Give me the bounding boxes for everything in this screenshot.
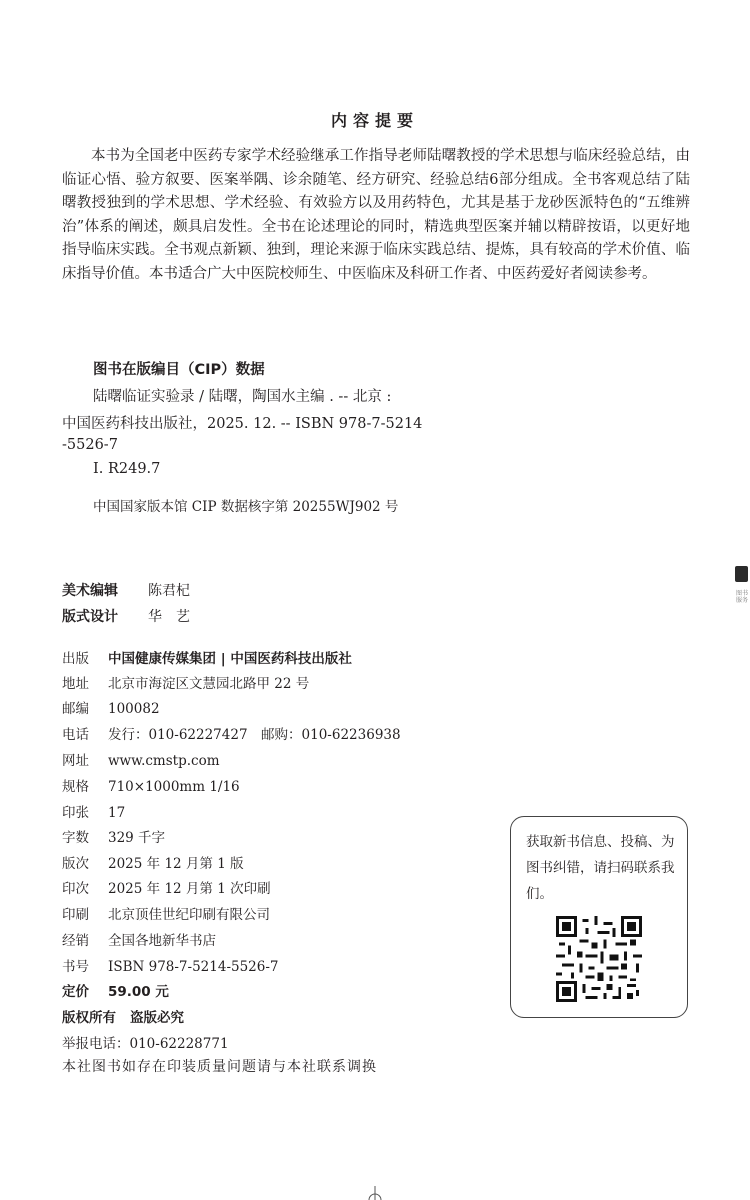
pub-value: 2025 年 12 月第 1 次印刷 — [108, 881, 271, 897]
pub-row-isbn — [62, 955, 279, 975]
credit-layout-design — [62, 606, 190, 626]
pub-row-price — [62, 980, 169, 1000]
pub-label: 经销 — [62, 933, 89, 949]
pub-label: 电话 — [62, 727, 89, 743]
qr-caption: 获取新书信息、投稿、为图书纠错，请扫码联系我们。 — [526, 834, 675, 902]
pub-row-printer — [62, 903, 270, 923]
pub-label: 印张 — [62, 805, 89, 821]
rights-value: 盗版必究 — [130, 1010, 184, 1026]
cip-line-1: 陆曙临证实验录 / 陆曙，陶国水主编 . -- 北京 : — [93, 389, 392, 405]
section-title: 内容提要 — [330, 111, 419, 130]
pub-value: 中国健康传媒集团 | 中国医药科技出版社 — [108, 651, 352, 667]
quality-notice: 本社图书如存在印装质量问题请与本社联系调换 — [62, 1059, 377, 1075]
pub-row-website — [62, 749, 220, 769]
pub-row-phone — [62, 723, 401, 743]
pub-row-distributor — [62, 929, 216, 949]
sidebar-service-icon[interactable] — [735, 566, 748, 582]
cip-line-5: 中国国家版本馆 CIP 数据核字第 20255WJ902 号 — [93, 499, 399, 515]
pub-row-publisher — [62, 647, 352, 667]
pub-value: 17 — [108, 805, 126, 821]
pub-row-sheets — [62, 801, 125, 821]
pub-value: ISBN 978-7-5214-5526-7 — [108, 959, 279, 975]
pub-label: 书号 — [62, 959, 89, 975]
pub-value: 329 千字 — [108, 830, 166, 846]
pub-value: www.cmstp.com — [108, 753, 220, 769]
pub-label: 版次 — [62, 856, 89, 872]
credit-value: 华 艺 — [148, 609, 190, 625]
cip-line-4: Ⅰ. R249.7 — [93, 461, 161, 477]
credit-value: 陈君杞 — [148, 583, 190, 599]
credit-label: 版式设计 — [62, 609, 118, 625]
pub-label: 印次 — [62, 881, 89, 897]
pub-value: 全国各地新华书店 — [108, 933, 216, 949]
pub-label: 印刷 — [62, 907, 89, 923]
rights-label: 版权所有 — [62, 1010, 116, 1026]
cip-line-3: -5526-7 — [62, 437, 118, 453]
pub-value: 北京市海淀区文慧园北路甲 22 号 — [108, 676, 310, 692]
pub-row-wordcount — [62, 826, 165, 846]
pub-label: 字数 — [62, 830, 89, 846]
pub-row-postcode — [62, 697, 160, 717]
pub-label: 定价 — [62, 984, 89, 1000]
pub-value: 100082 — [108, 701, 160, 717]
pub-label: 出版 — [62, 651, 89, 667]
credit-art-editor — [62, 580, 190, 600]
cip-heading: 图书在版编目（CIP）数据 — [93, 362, 265, 378]
pub-row-edition — [62, 852, 244, 872]
registration-mark-icon — [366, 1186, 384, 1200]
pub-label: 邮编 — [62, 701, 89, 717]
pub-value: 北京顶佳世纪印刷有限公司 — [108, 907, 270, 923]
pub-label: 网址 — [62, 753, 89, 769]
pub-label: 规格 — [62, 779, 89, 795]
pub-row-address — [62, 672, 309, 692]
pub-value: 59.00 元 — [108, 984, 169, 1000]
cip-line-2: 中国医药科技出版社，2025. 12. -- ISBN 978-7-5214 — [62, 416, 423, 432]
copyright-row — [62, 1006, 184, 1026]
pub-label: 地址 — [62, 676, 89, 692]
pub-row-format — [62, 775, 240, 795]
sidebar-service-label: 图书服务 — [736, 590, 749, 604]
pub-value: 710×1000mm 1/16 — [108, 779, 240, 795]
summary-paragraph: 本书为全国老中医药专家学术经验继承工作指导老师陆曙教授的学术思想与临床经验总结，由临证心悟、验方叙要、医案举隅、诊余随笔、经方研究、经验总结6部分组成。全书客观总结了陆曙教授独到的学术思想、学术经验、有效验方以及用药特色，尤其是基于龙砂医派特色的“五维辨治”体系的阐述，颇具启发性。全书在论述理论的同时，精选典型医案并辅以精辟按语，以更好地指导临床实践。全书观点新颖、独到，理论来源于临床实践总结、提炼，具有较高的学术价值、临床指导价值。本书适合广大中医院校师生、中医临床及科研工作者、中医药爱好者阅读参考。 — [62, 148, 690, 282]
qr-code-icon[interactable] — [556, 916, 642, 1002]
pub-row-printing — [62, 877, 271, 897]
credit-label: 美术编辑 — [62, 583, 118, 599]
pub-value: 发行：010-62227427 邮购：010-62236938 — [108, 727, 401, 743]
report-phone: 举报电话：010-62228771 — [62, 1036, 229, 1052]
pub-value: 2025 年 12 月第 1 版 — [108, 856, 244, 872]
